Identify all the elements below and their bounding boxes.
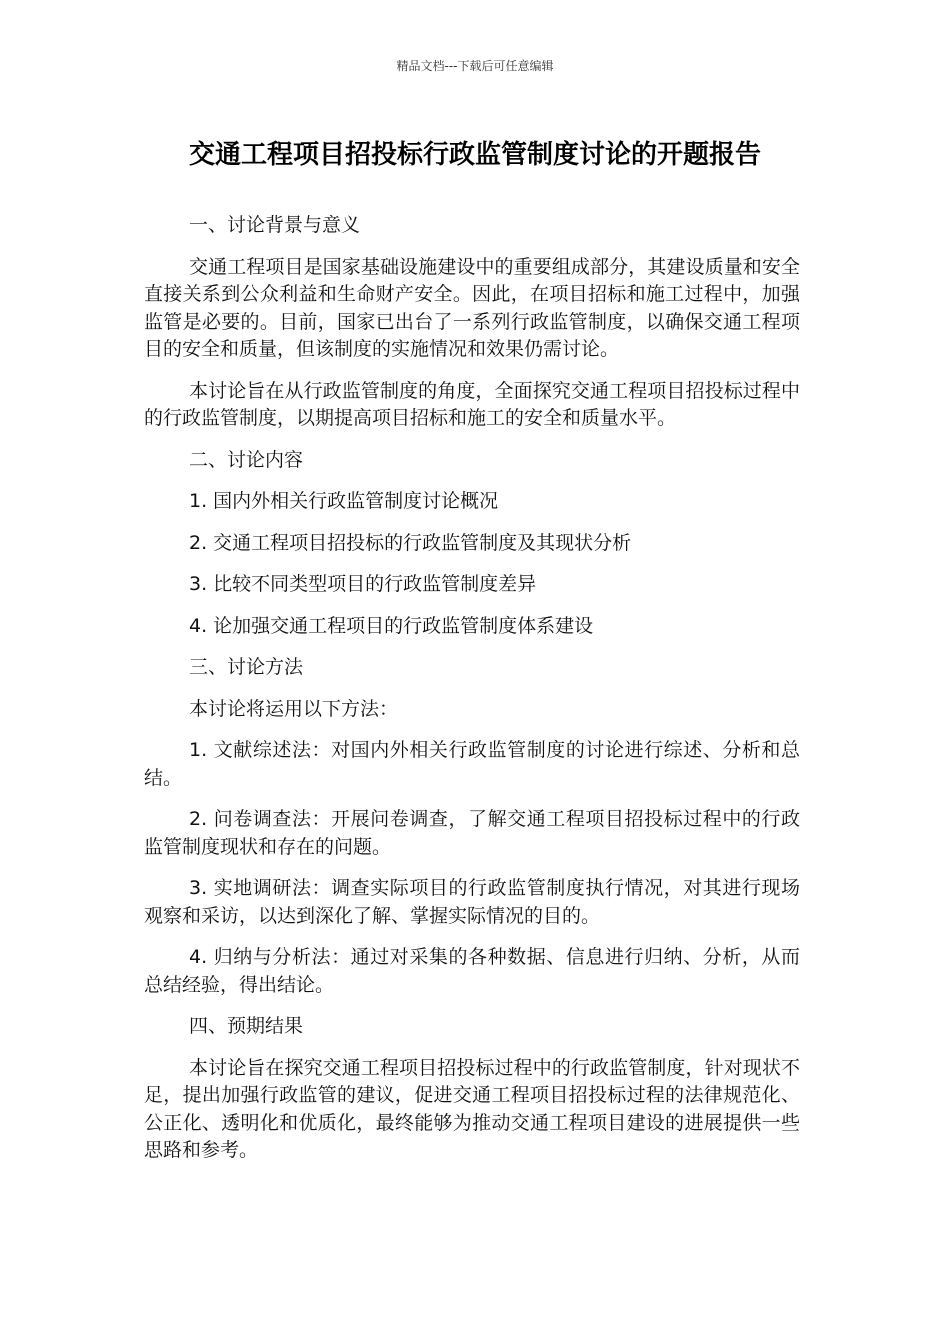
content-item-3: 3. 比较不同类型项目的行政监管制度差异	[189, 573, 537, 595]
paragraph-background-2: 本讨论旨在从行政监管制度的角度，全面探究交通工程项目招投标过程中的行政监管制度，以期提高项目招标和施工的安全和质量水平。	[144, 379, 800, 429]
section-heading-content: 二、讨论内容	[189, 448, 304, 471]
methods-intro: 本讨论将运用以下方法：	[189, 697, 399, 720]
content-item-4: 4. 论加强交通工程项目的行政监管制度体系建设	[189, 614, 594, 637]
method-item-1: 1. 文献综述法：对国内外相关行政监管制度的讨论进行综述、分析和总结。	[144, 739, 800, 789]
header-note: 精品文档---下载后可任意编辑	[396, 59, 554, 73]
method-item-4: 4. 归纳与分析法：通过对采集的各种数据、信息进行归纳、分析，从而总结经验，得出结论。	[144, 946, 800, 996]
section-heading-methods: 三、讨论方法	[189, 656, 304, 678]
content-item-1: 1. 国内外相关行政监管制度讨论概况	[189, 490, 499, 512]
paragraph-background-1: 交通工程项目是国家基础设施建设中的重要组成部分，其建设质量和安全直接关系到公众利益和生命财产安全。因此，在项目招标和施工过程中，加强监管是必要的。目前，国家已出台了一系列行政监管制度，以确保交通工程项目的安全和质量，但该制度的实施情况和效果仍需讨论。	[144, 255, 800, 360]
content-item-2: 2. 交通工程项目招投标的行政监管制度及其现状分析	[189, 531, 632, 554]
document-title: 交通工程项目招投标行政监管制度讨论的开题报告	[188, 140, 761, 170]
method-item-3: 3. 实地调研法：调查实际项目的行政监管制度执行情况，对其进行现场观察和采访，以达到深化了解、掌握实际情况的目的。	[144, 877, 800, 927]
section-heading-background: 一、讨论背景与意义	[189, 214, 361, 236]
document-body	[144, 212, 800, 1179]
section-heading-expected-results: 四、预期结果	[189, 1015, 304, 1037]
paragraph-expected-results: 本讨论旨在探究交通工程项目招投标过程中的行政监管制度，针对现状不足，提出加强行政监管的建议，促进交通工程项目招投标过程的法律规范化、公正化、透明化和优质化，最终能够为推动交通工程项目建设的进展提供一些思路和参考。	[144, 1056, 800, 1161]
method-item-2: 2. 问卷调查法：开展问卷调查，了解交通工程项目招投标过程中的行政监管制度现状和存在的问题。	[144, 808, 800, 858]
